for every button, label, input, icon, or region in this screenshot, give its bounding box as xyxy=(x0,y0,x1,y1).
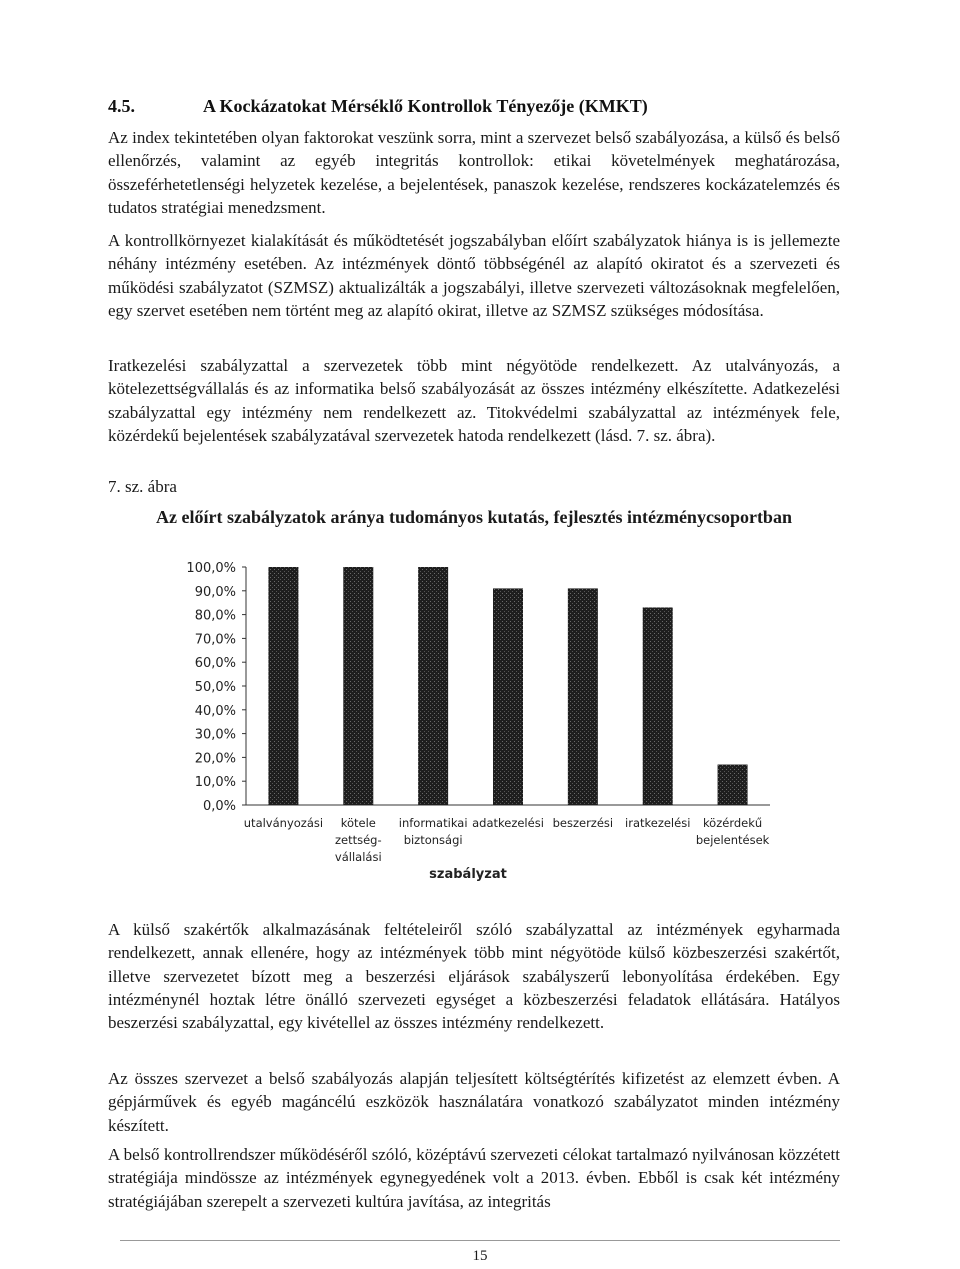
y-tick-label: 100,0% xyxy=(186,561,236,576)
y-tick-label: 50,0% xyxy=(194,680,236,695)
y-tick-label: 80,0% xyxy=(194,608,236,624)
x-tick-label: iratkezelési xyxy=(625,816,691,830)
y-tick-label: 60,0% xyxy=(194,656,236,672)
y-tick-label: 10,0% xyxy=(194,775,236,791)
section-heading xyxy=(108,96,868,117)
x-tick-label: utalványozási xyxy=(243,816,324,830)
x-tick-label: kötele zettség-vállalási xyxy=(334,816,382,864)
paragraph-2: A kontrollkörnyezet kialakítását és működtetését jogszabályban előírt szabályzatok hiánya is is jellemezte néhány intézmény esetében. Az intézmények döntő többségénél az alapító okiratot és a szervezeti és működési szabályzatot (SZMSZ) aktualizálták a jogszabályi, illetve szervezeti változásoknak megfelelően, egy szervet esetében nem történt meg az alapító okirat, illetve az SZMSZ szükséges módosítása. xyxy=(108,231,840,320)
y-tick-label: 20,0% xyxy=(194,751,236,767)
bar xyxy=(268,567,298,805)
paragraph-4: A külső szakértők alkalmazásának feltételeiről szóló szabályzattal az intézmények egyharmada rendelkezett, annak ellenére, hogy az intézmények több mint négyötöde külső közbeszerzési szakértőt, illetve szervezetet bízott meg a beszerzési eljárások szabályszerű lebonyolítása érdekében. Egy intézménynél hoztak létre önálló szervezeti egységet a közbeszerzési feladatok ellátására. Hatályos beszerzési szabályzattal, egy kivétellel az összes intézmény rendelkezett. xyxy=(108,920,840,1033)
y-tick-label: 0,0% xyxy=(202,799,236,814)
y-tick-label: 70,0% xyxy=(194,632,236,648)
page-number: 15 xyxy=(472,1248,488,1264)
bar xyxy=(418,567,448,805)
x-tick-label: informatikai biztonsági xyxy=(398,816,468,847)
x-axis-title: szabályzat xyxy=(429,867,507,882)
figure-label: 7. sz. ábra xyxy=(108,477,177,496)
bar xyxy=(343,567,373,805)
footer-divider xyxy=(120,1240,840,1241)
section-number: 4.5. xyxy=(108,96,135,116)
y-tick-label: 30,0% xyxy=(194,727,236,743)
x-tick-label: beszerzési xyxy=(552,816,614,830)
section-title: A Kockázatokat Mérséklő Kontrollok Tényezője (KMKT) xyxy=(203,96,648,116)
bar-chart xyxy=(150,545,790,890)
bar xyxy=(493,588,523,805)
x-tick-label: közérdekű bejelentések xyxy=(695,816,770,847)
x-tick-label: adatkezelési xyxy=(472,816,544,830)
y-tick-label: 40,0% xyxy=(194,703,236,719)
figure-title: Az előírt szabályzatok aránya tudományos kutatás, fejlesztés intézménycsoportban xyxy=(156,507,792,527)
paragraph-5: Az összes szervezet a belső szabályozás alapján teljesített költségtérítés kifizetést az elemzett évben. A gépjárművek és egyéb magáncélú eszközök használatára vonatkozó szabályzatot minden intézmény készített. xyxy=(108,1069,840,1135)
paragraph-1: Az index tekintetében olyan faktorokat veszünk sorra, mint a szervezet belső szabályozása, a külső és belső ellenőrzés, valamint az egyéb integritás kontrollok: etikai követelmények meghatározása, összeférhetetlenségi helyzetek kezelése, a bejelentések, panaszok kezelése, rendszeres kockázatelemzés és tudatos stratégiai menedzsment. xyxy=(108,128,840,217)
bar xyxy=(718,765,748,805)
paragraph-3: Iratkezelési szabályzattal a szervezetek több mint négyötöde rendelkezett. Az utalványozás, a kötelezettségvállalás és az informatika belső szabályozását az összes intézmény elkészítette. Adatkezelési szabályzattal egy intézmény nem rendelkezett az. Titokvédelmi szabályzattal az intézmények fele, közérdekű bejelentések szabályzatával szervezetek hatoda rendelkezett (lásd. 7. sz. ábra). xyxy=(108,356,840,445)
bar xyxy=(643,607,673,805)
bar xyxy=(568,588,598,805)
paragraph-6: A belső kontrollrendszer működéséről szóló, középtávú szervezeti célokat tartalmazó nyilvánosan közzétett stratégiája mindössze az intézmények egynegyedének volt a 2013. évben. Ebből is csak két intézmény stratégiájában szerepelt a szervezeti kultúra javítása, az integritás xyxy=(108,1145,840,1211)
y-tick-label: 90,0% xyxy=(194,584,236,600)
